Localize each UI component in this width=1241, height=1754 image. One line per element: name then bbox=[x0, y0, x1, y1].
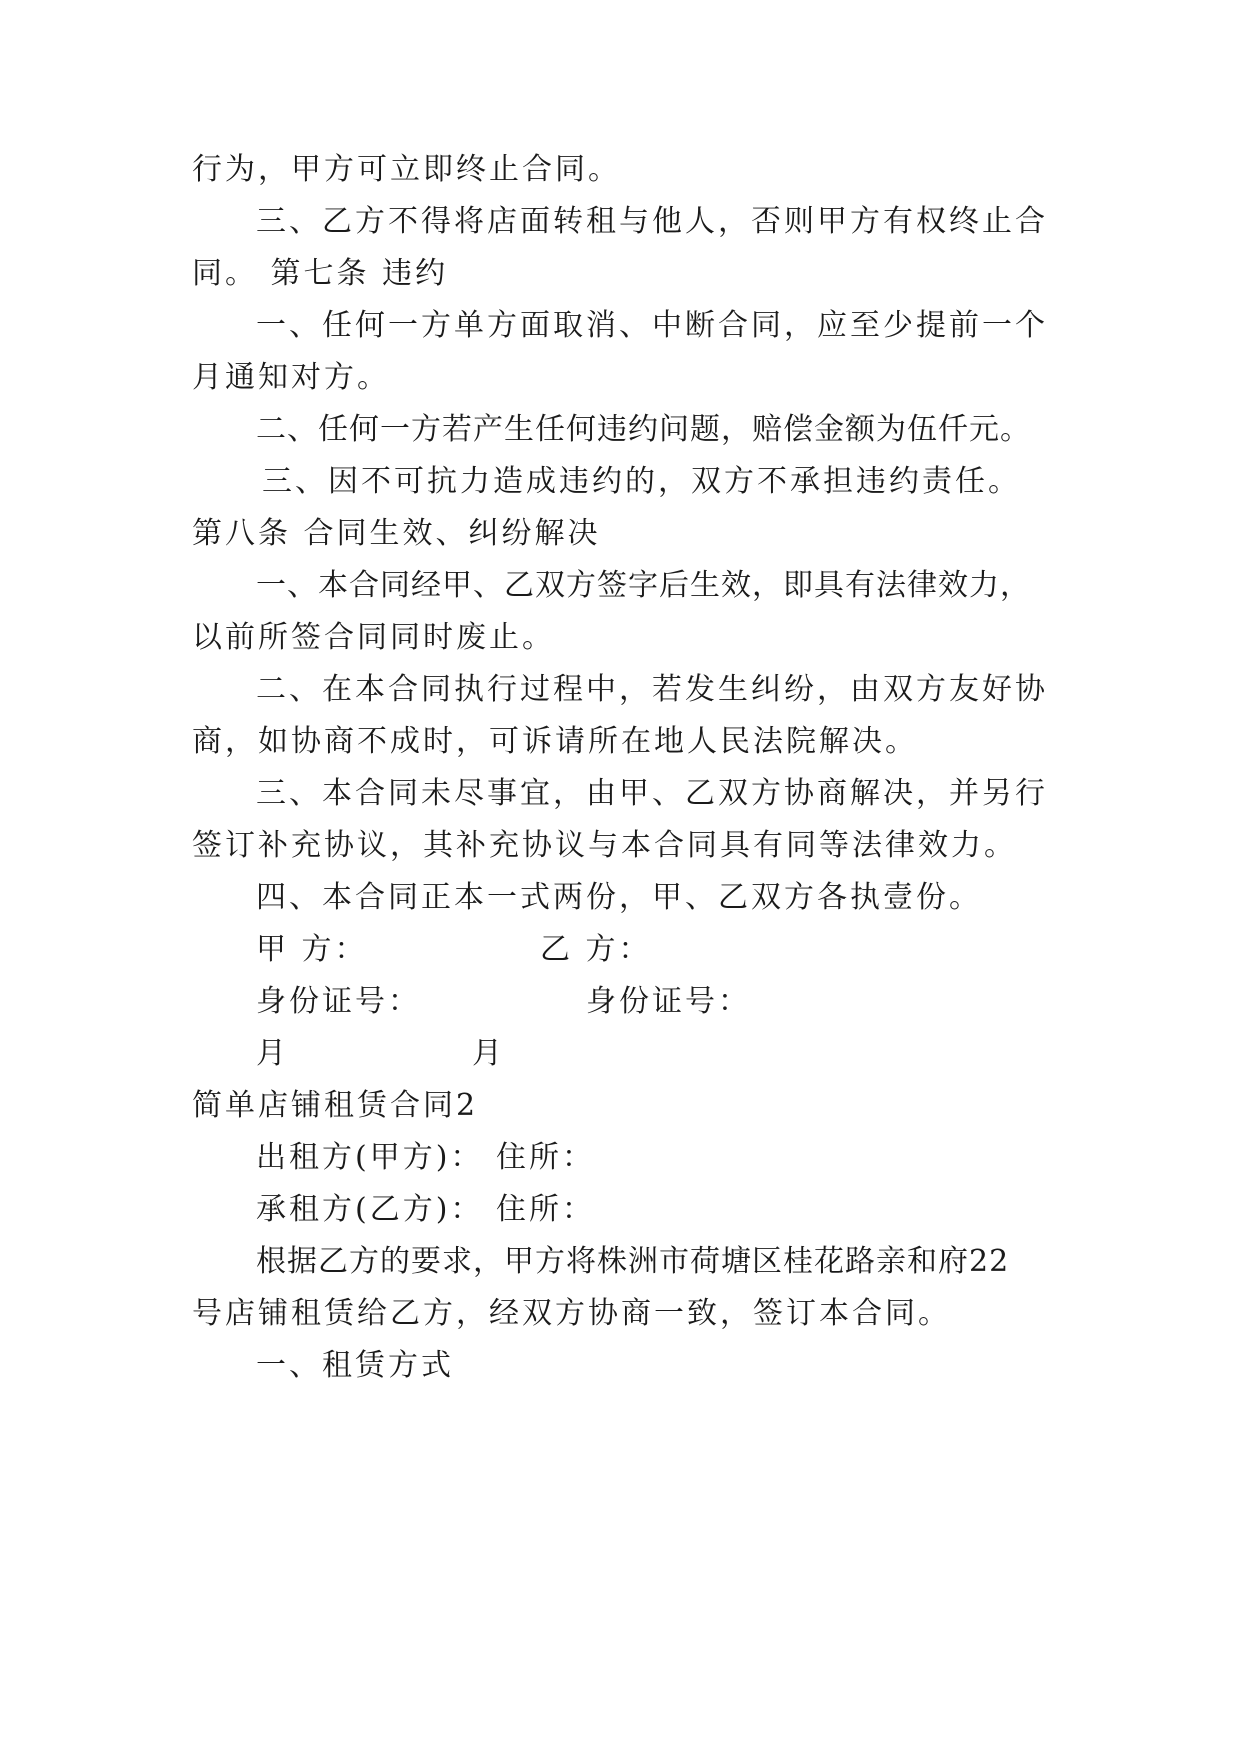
party-a-label: 甲 方： bbox=[256, 932, 368, 967]
party-b-label: 乙 方： bbox=[540, 932, 652, 967]
paragraph-line: 同。 第七条 违约 bbox=[192, 256, 449, 291]
paragraph-line: 月通知对方。 bbox=[192, 360, 390, 395]
paragraph-line: 以前所签合同同时废止。 bbox=[192, 620, 555, 655]
section-heading: 第八条 合同生效、纠纷解决 bbox=[192, 516, 601, 551]
paragraph-line: 四、本合同正本一式两份，甲、乙双方各执壹份。 bbox=[256, 880, 982, 915]
paragraph-line: 三、因不可抗力造成违约的，双方不承担违约责任。 bbox=[262, 464, 1021, 499]
paragraph-line: 签订补充协议，其补充协议与本合同具有同等法律效力。 bbox=[192, 828, 1017, 863]
section-heading: 一、租赁方式 bbox=[256, 1348, 454, 1383]
lessee-line: 承租方(乙方)： 住所： bbox=[256, 1192, 595, 1227]
paragraph-line: 二、在本合同执行过程中，若发生纠纷，由双方友好协 bbox=[256, 672, 1048, 707]
id-number-a-label: 身份证号： bbox=[256, 984, 421, 1019]
paragraph-line: 行为，甲方可立即终止合同。 bbox=[192, 152, 621, 187]
paragraph-line: 二、任何一方若产生任何违约问题，赔偿金额为伍仟元。 bbox=[256, 412, 1031, 447]
paragraph-line: 一、任何一方单方面取消、中断合同，应至少提前一个 bbox=[256, 308, 1048, 343]
paragraph-line: 一、本合同经甲、乙双方签字后生效，即具有法律效力， bbox=[256, 568, 1031, 603]
month-b-label: 月 bbox=[472, 1036, 505, 1071]
paragraph-line: 三、本合同未尽事宜，由甲、乙双方协商解决，并另行 bbox=[256, 776, 1048, 811]
month-a-label: 月 bbox=[256, 1036, 289, 1071]
paragraph-line: 三、乙方不得将店面转租与他人，否则甲方有权终止合 bbox=[256, 204, 1048, 239]
paragraph-line: 商，如协商不成时，可诉请所在地人民法院解决。 bbox=[192, 724, 918, 759]
lessor-line: 出租方(甲方)： 住所： bbox=[256, 1140, 595, 1175]
paragraph-line: 号店铺租赁给乙方，经双方协商一致，签订本合同。 bbox=[192, 1296, 951, 1331]
contract-title: 简单店铺租赁合同2 bbox=[192, 1088, 479, 1123]
id-number-b-label: 身份证号： bbox=[586, 984, 751, 1019]
paragraph-line: 根据乙方的要求，甲方将株洲市荷塘区桂花路亲和府22 bbox=[256, 1244, 1010, 1279]
